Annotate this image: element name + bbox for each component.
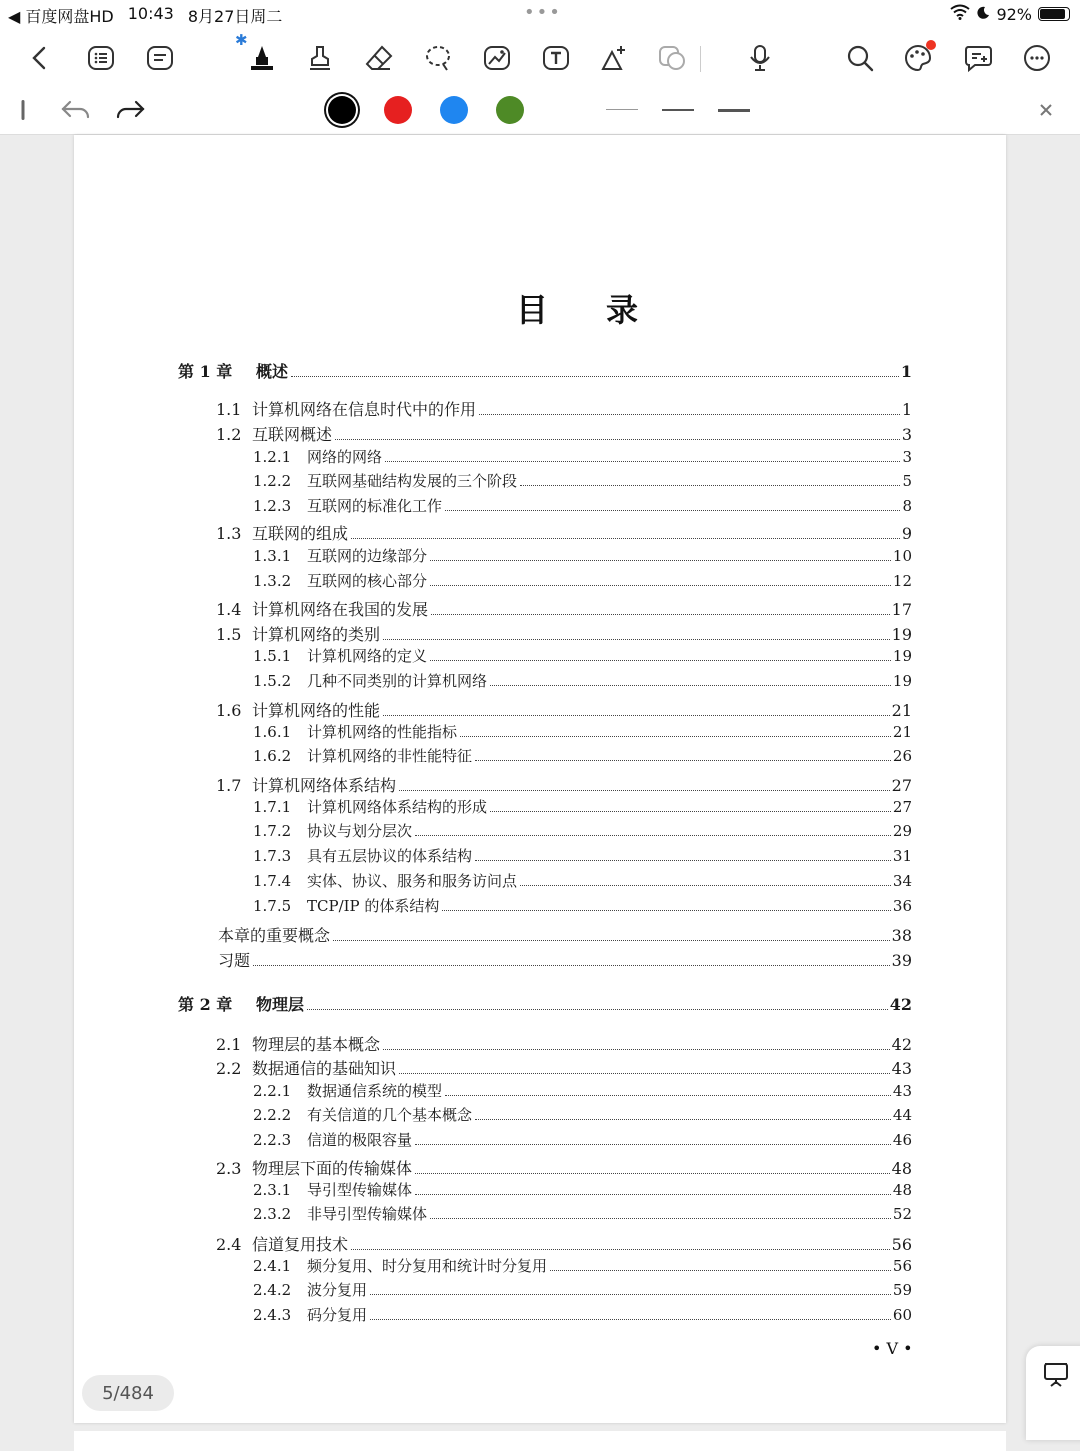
toc-entry-page: 59 bbox=[892, 1281, 912, 1299]
toc-entry-title: 本章的重要概念 bbox=[218, 926, 331, 945]
toc-leader-dots bbox=[370, 1294, 891, 1295]
toc-entry-title: 物理层的基本概念 bbox=[252, 1035, 381, 1054]
toc-entry-section[interactable] bbox=[216, 521, 912, 544]
toc-entry-title: 有关信道的几个基本概念 bbox=[307, 1106, 473, 1124]
battery-icon bbox=[1038, 7, 1070, 21]
stroke-width-medium[interactable] bbox=[662, 109, 694, 111]
toc-leader-dots bbox=[291, 376, 899, 377]
toc-leader-dots bbox=[415, 1144, 891, 1145]
toc-entry-subsection[interactable] bbox=[253, 820, 912, 841]
toc-entry-section[interactable] bbox=[216, 1056, 912, 1079]
toc-entry-subsection[interactable] bbox=[253, 495, 912, 516]
multitask-dots[interactable]: ••• bbox=[524, 2, 562, 23]
toc-entry-subsection[interactable] bbox=[253, 1203, 912, 1224]
toc-entry-page: 12 bbox=[892, 572, 912, 590]
toc-entry-title: 计算机网络体系结构的形成 bbox=[307, 798, 488, 816]
toc-entry-page: 27 bbox=[892, 798, 912, 816]
toc-entry-title: TCP/IP 的体系结构 bbox=[307, 897, 440, 915]
toc-leader-dots bbox=[490, 685, 891, 686]
toc-entry-title: 计算机网络的性能指标 bbox=[307, 723, 458, 741]
toc-leader-dots bbox=[333, 940, 890, 941]
toc-entry-title: 信道的极限容量 bbox=[307, 1131, 413, 1149]
battery-percent: 92% bbox=[996, 4, 1032, 24]
palette-icon[interactable] bbox=[898, 38, 938, 78]
microphone-icon[interactable] bbox=[740, 38, 780, 78]
toc-entry-page: 19 bbox=[892, 672, 912, 690]
bluetooth-icon: ✱ bbox=[235, 31, 248, 49]
status-time: 10:43 bbox=[127, 4, 174, 23]
toc-entry-page: 1 bbox=[900, 362, 912, 381]
toc-entry-page: 38 bbox=[891, 926, 912, 945]
toc-entry-number: 1.6.1 bbox=[253, 723, 292, 741]
toc-entry-page: 10 bbox=[892, 547, 912, 565]
toc-entry-subsection[interactable] bbox=[253, 670, 912, 691]
toc-entry-page: 39 bbox=[891, 951, 912, 970]
toc-entry-page: 3 bbox=[902, 448, 912, 466]
toc-entry-section[interactable] bbox=[216, 1156, 912, 1179]
back-to-app-link[interactable]: ◀ 百度网盘HD bbox=[8, 7, 114, 26]
toc-entry-section[interactable] bbox=[216, 397, 912, 420]
toc-leader-dots bbox=[475, 860, 891, 861]
toc-entry-number: 2.4.1 bbox=[253, 1257, 292, 1275]
toc-entry-number: 1.5.1 bbox=[253, 647, 292, 665]
toc-entry-section[interactable] bbox=[216, 422, 912, 445]
drag-handle-icon[interactable] bbox=[16, 98, 30, 122]
toc-leader-dots bbox=[490, 811, 891, 812]
toc-entry-title: 计算机网络的定义 bbox=[307, 647, 428, 665]
toc-leader-dots bbox=[383, 715, 890, 716]
toc-leader-dots bbox=[307, 1009, 888, 1010]
text-box-icon[interactable] bbox=[536, 38, 576, 78]
toc-entry-title: 计算机网络体系结构 bbox=[252, 776, 397, 795]
toc-entry-number: 1.2.1 bbox=[253, 448, 292, 466]
toc-entry-page: 27 bbox=[891, 776, 912, 795]
toc-entry-subsection[interactable] bbox=[253, 1255, 912, 1276]
page-title: 目录 bbox=[515, 291, 696, 329]
toc-entry-subsection[interactable] bbox=[253, 570, 912, 591]
toc-entry-subsection[interactable] bbox=[253, 845, 912, 866]
toc-entry-number: 2.3.1 bbox=[253, 1181, 292, 1199]
toc-entry-title: 网络的网络 bbox=[307, 448, 383, 466]
toc-entry-page: 26 bbox=[892, 747, 912, 765]
toc-entry-subsection[interactable] bbox=[253, 1129, 912, 1150]
toc-entry-title: 计算机网络在我国的发展 bbox=[252, 600, 429, 619]
toc-entry-title: 具有五层协议的体系结构 bbox=[307, 847, 473, 865]
toc-entry-subsection[interactable] bbox=[253, 1304, 912, 1325]
moon-icon bbox=[976, 5, 990, 24]
toc-leader-dots bbox=[370, 1319, 891, 1320]
toc-entry-page: 44 bbox=[892, 1106, 912, 1124]
page-indicator: 5/484 bbox=[82, 1375, 174, 1411]
toc-entry-subsection[interactable] bbox=[253, 1104, 912, 1125]
toc-entry-number: 1.2.2 bbox=[253, 472, 292, 490]
toc-entry-page: 8 bbox=[902, 497, 912, 515]
page-list-icon[interactable] bbox=[140, 38, 180, 78]
toc-entry-number: 2.4.2 bbox=[253, 1281, 292, 1299]
toc-leader-dots bbox=[399, 790, 890, 791]
toc-entry-page: 56 bbox=[891, 1235, 912, 1254]
toc-entry-title: 数据通信的基础知识 bbox=[252, 1059, 397, 1078]
toc-entry-chapter[interactable] bbox=[178, 359, 912, 382]
toc-leader-dots bbox=[351, 538, 900, 539]
toc-leader-dots bbox=[253, 965, 890, 966]
toc-entry-section[interactable] bbox=[216, 1032, 912, 1055]
page-footer: • V • bbox=[872, 1339, 913, 1358]
toc-entry-number: 1.5 bbox=[216, 625, 242, 644]
main-toolbar bbox=[0, 28, 1080, 87]
toc-entry-number: 1.6.2 bbox=[253, 747, 292, 765]
toc-entry-page: 29 bbox=[892, 822, 912, 840]
toc-entry-title: 互联网的边缘部分 bbox=[307, 547, 428, 565]
outline-list-icon[interactable] bbox=[81, 38, 121, 78]
toc-entry-section[interactable] bbox=[216, 1232, 912, 1255]
toc-entry-page: 34 bbox=[892, 872, 912, 890]
toc-entry-number: 1.2.3 bbox=[253, 497, 292, 515]
toc-entry-title: 协议与划分层次 bbox=[307, 822, 413, 840]
toc-entry-title: 实体、协议、服务和服务访问点 bbox=[307, 872, 518, 890]
toc-leader-dots bbox=[445, 1095, 891, 1096]
toc-entry-number: 2.2 bbox=[216, 1059, 242, 1078]
toc-entry-title: 互联网基础结构发展的三个阶段 bbox=[307, 472, 518, 490]
toc-entry-title: 数据通信系统的模型 bbox=[307, 1082, 443, 1100]
toc-entry-title: 互联网概述 bbox=[252, 425, 333, 444]
toc-entry-page: 36 bbox=[892, 897, 912, 915]
status-bar bbox=[0, 0, 1080, 28]
stroke-width-thick[interactable] bbox=[718, 109, 750, 112]
presentation-icon bbox=[1042, 1360, 1070, 1388]
toc-entry-title: 互联网的组成 bbox=[252, 524, 349, 543]
toc-entry-title: 物理层下面的传输媒体 bbox=[252, 1159, 413, 1178]
toc-entry-subsection[interactable] bbox=[253, 1080, 912, 1101]
toc-entry-title: 互联网的核心部分 bbox=[307, 572, 428, 590]
toc-entry-number: 1.4 bbox=[216, 600, 242, 619]
sticker-icon[interactable] bbox=[652, 38, 692, 78]
toc-entry-page: 1 bbox=[901, 400, 912, 419]
toc-entry-page: 19 bbox=[891, 625, 912, 644]
toc-entry-number: 1.7.5 bbox=[253, 897, 292, 915]
toc-entry-title: 码分复用 bbox=[307, 1306, 368, 1324]
toc-leader-dots bbox=[430, 585, 891, 586]
toc-entry-page: 43 bbox=[891, 1059, 912, 1078]
redo-icon[interactable] bbox=[112, 94, 148, 126]
toc-entry-page: 48 bbox=[891, 1159, 912, 1178]
toc-entry-number: 第 2 章 bbox=[178, 995, 233, 1014]
eraser-icon[interactable] bbox=[359, 38, 399, 78]
toc-entry-section[interactable] bbox=[216, 622, 912, 645]
close-icon[interactable] bbox=[1036, 100, 1056, 120]
toc-entry-subsection[interactable] bbox=[253, 1279, 912, 1300]
toc-entry-number: 1.6 bbox=[216, 701, 242, 720]
toc-entry-page: 48 bbox=[892, 1181, 912, 1199]
toc-leader-dots bbox=[383, 639, 890, 640]
toc-entry-subsection[interactable] bbox=[253, 446, 912, 467]
image-icon[interactable] bbox=[477, 38, 517, 78]
toc-entry-title: 概述 bbox=[256, 362, 289, 381]
toc-entry-page: 19 bbox=[892, 647, 912, 665]
toc-leader-dots bbox=[520, 485, 900, 486]
toc-entry-title: 计算机网络的性能 bbox=[252, 701, 381, 720]
notification-dot bbox=[926, 40, 936, 50]
toc-entry-number: 1.3.2 bbox=[253, 572, 292, 590]
toc-leader-dots bbox=[550, 1270, 891, 1271]
toc-entry-page: 42 bbox=[891, 1035, 912, 1054]
toc-leader-dots bbox=[383, 1049, 890, 1050]
toc-entry-number: 1.3 bbox=[216, 524, 242, 543]
chevron-left-icon[interactable] bbox=[20, 38, 60, 78]
status-date: 8月27日周二 bbox=[187, 7, 283, 26]
toc-entry-section[interactable] bbox=[216, 597, 912, 620]
toc-leader-dots bbox=[415, 1173, 890, 1174]
toc-entry-number: 2.3 bbox=[216, 1159, 242, 1178]
toc-entry-number: 1.5.2 bbox=[253, 672, 292, 690]
toc-entry-title: 计算机网络的类别 bbox=[252, 625, 381, 644]
toc-entry-number: 2.4 bbox=[216, 1235, 242, 1254]
toc-leader-dots bbox=[475, 760, 891, 761]
toc-entry-title: 物理层 bbox=[256, 995, 305, 1014]
toc-entry-subsection[interactable] bbox=[253, 470, 912, 491]
toc-leader-dots bbox=[351, 1249, 890, 1250]
next-page-edge bbox=[74, 1431, 1006, 1451]
search-icon[interactable] bbox=[840, 38, 880, 78]
toc-entry-number: 2.2.1 bbox=[253, 1082, 292, 1100]
toc-entry-number: 1.7 bbox=[216, 776, 242, 795]
toc-entry-title: 频分复用、时分复用和统计时分复用 bbox=[307, 1257, 548, 1275]
toc-entry-page: 43 bbox=[892, 1082, 912, 1100]
toc-entry-subsection[interactable] bbox=[253, 545, 912, 566]
toc-entry-misc[interactable] bbox=[218, 923, 912, 946]
toc-entry-section[interactable] bbox=[216, 698, 912, 721]
toc-leader-dots bbox=[460, 736, 891, 737]
toc-entry-page: 60 bbox=[892, 1306, 912, 1324]
toc-entry-misc[interactable] bbox=[218, 948, 912, 971]
toc-leader-dots bbox=[445, 510, 900, 511]
toc-leader-dots bbox=[430, 560, 891, 561]
toc-entry-subsection[interactable] bbox=[253, 870, 912, 891]
toc-leader-dots bbox=[415, 835, 891, 836]
toc-leader-dots bbox=[399, 1073, 890, 1074]
toc-leader-dots bbox=[335, 439, 900, 440]
toc-entry-subsection[interactable] bbox=[253, 796, 912, 817]
document-page[interactable] bbox=[74, 135, 1006, 1423]
shapes-icon[interactable] bbox=[594, 38, 634, 78]
toc-leader-dots bbox=[442, 910, 890, 911]
toc-entry-page: 17 bbox=[891, 600, 912, 619]
toc-entry-page: 3 bbox=[901, 425, 912, 444]
toc-entry-number: 1.3.1 bbox=[253, 547, 292, 565]
toc-entry-title: 计算机网络的非性能特征 bbox=[307, 747, 473, 765]
toc-entry-page: 21 bbox=[892, 723, 912, 741]
pen-settings-bar bbox=[0, 86, 1080, 135]
toc-entry-subsection[interactable] bbox=[253, 745, 912, 766]
toc-entry-subsection[interactable] bbox=[253, 645, 912, 666]
lasso-icon[interactable] bbox=[418, 38, 458, 78]
toc-entry-title: 导引型传输媒体 bbox=[307, 1181, 413, 1199]
toc-entry-page: 52 bbox=[892, 1205, 912, 1223]
toc-entry-subsection[interactable] bbox=[253, 721, 912, 742]
undo-icon[interactable] bbox=[58, 94, 94, 126]
toc-entry-number: 2.3.2 bbox=[253, 1205, 292, 1223]
toc-entry-number: 1.1 bbox=[216, 400, 242, 419]
toc-entry-page: 56 bbox=[892, 1257, 912, 1275]
toc-leader-dots bbox=[430, 1218, 891, 1219]
toc-leader-dots bbox=[475, 1119, 891, 1120]
toc-entry-page: 5 bbox=[902, 472, 912, 490]
toc-leader-dots bbox=[479, 414, 900, 415]
toolbar-divider bbox=[700, 46, 701, 72]
toc-entry-title: 信道复用技术 bbox=[252, 1235, 349, 1254]
toc-entry-page: 9 bbox=[901, 524, 912, 543]
toc-entry-chapter[interactable] bbox=[178, 992, 912, 1015]
toc-entry-number: 2.2.2 bbox=[253, 1106, 292, 1124]
toc-entry-number: 1.7.4 bbox=[253, 872, 292, 890]
color-swatch-black[interactable] bbox=[328, 96, 356, 124]
toc-entry-number: 1.7.1 bbox=[253, 798, 292, 816]
toc-entry-number: 2.2.3 bbox=[253, 1131, 292, 1149]
toc-entry-title: 习题 bbox=[218, 951, 251, 970]
toc-leader-dots bbox=[431, 614, 890, 615]
toc-entry-number: 2.1 bbox=[216, 1035, 242, 1054]
toc-entry-page: 42 bbox=[889, 995, 912, 1014]
color-swatch-red[interactable] bbox=[384, 96, 412, 124]
toc-entry-title: 互联网的标准化工作 bbox=[307, 497, 443, 515]
color-swatch-green[interactable] bbox=[496, 96, 524, 124]
toc-leader-dots bbox=[415, 1194, 891, 1195]
toc-entry-section[interactable] bbox=[216, 773, 912, 796]
marker-pen-icon[interactable] bbox=[242, 38, 282, 78]
toc-entry-title: 非导引型传输媒体 bbox=[307, 1205, 428, 1223]
toc-entry-number: 1.7.3 bbox=[253, 847, 292, 865]
toc-entry-title: 计算机网络在信息时代中的作用 bbox=[252, 400, 477, 419]
comment-add-icon[interactable] bbox=[958, 38, 998, 78]
toc-leader-dots bbox=[520, 885, 891, 886]
toc-entry-number: 第 1 章 bbox=[178, 362, 233, 381]
toc-leader-dots bbox=[430, 660, 891, 661]
toc-entry-subsection[interactable] bbox=[253, 895, 912, 916]
toc-entry-number: 1.2 bbox=[216, 425, 242, 444]
toc-entry-title: 几种不同类别的计算机网络 bbox=[307, 672, 488, 690]
toc-entry-page: 31 bbox=[892, 847, 912, 865]
toc-leader-dots bbox=[385, 461, 900, 462]
toc-entry-title: 波分复用 bbox=[307, 1281, 368, 1299]
stamp-pen-icon[interactable] bbox=[300, 38, 340, 78]
toc-entry-page: 21 bbox=[891, 701, 912, 720]
toc-entry-page: 46 bbox=[892, 1131, 912, 1149]
more-icon[interactable] bbox=[1017, 38, 1057, 78]
toc-entry-number: 2.4.3 bbox=[253, 1306, 292, 1324]
color-swatch-blue[interactable] bbox=[440, 96, 468, 124]
stroke-width-thin[interactable] bbox=[606, 109, 638, 110]
presentation-button[interactable] bbox=[1026, 1346, 1080, 1440]
wifi-icon bbox=[950, 4, 970, 24]
toc-entry-subsection[interactable] bbox=[253, 1179, 912, 1200]
toc-entry-number: 1.7.2 bbox=[253, 822, 292, 840]
document-viewport[interactable] bbox=[0, 135, 1080, 1440]
